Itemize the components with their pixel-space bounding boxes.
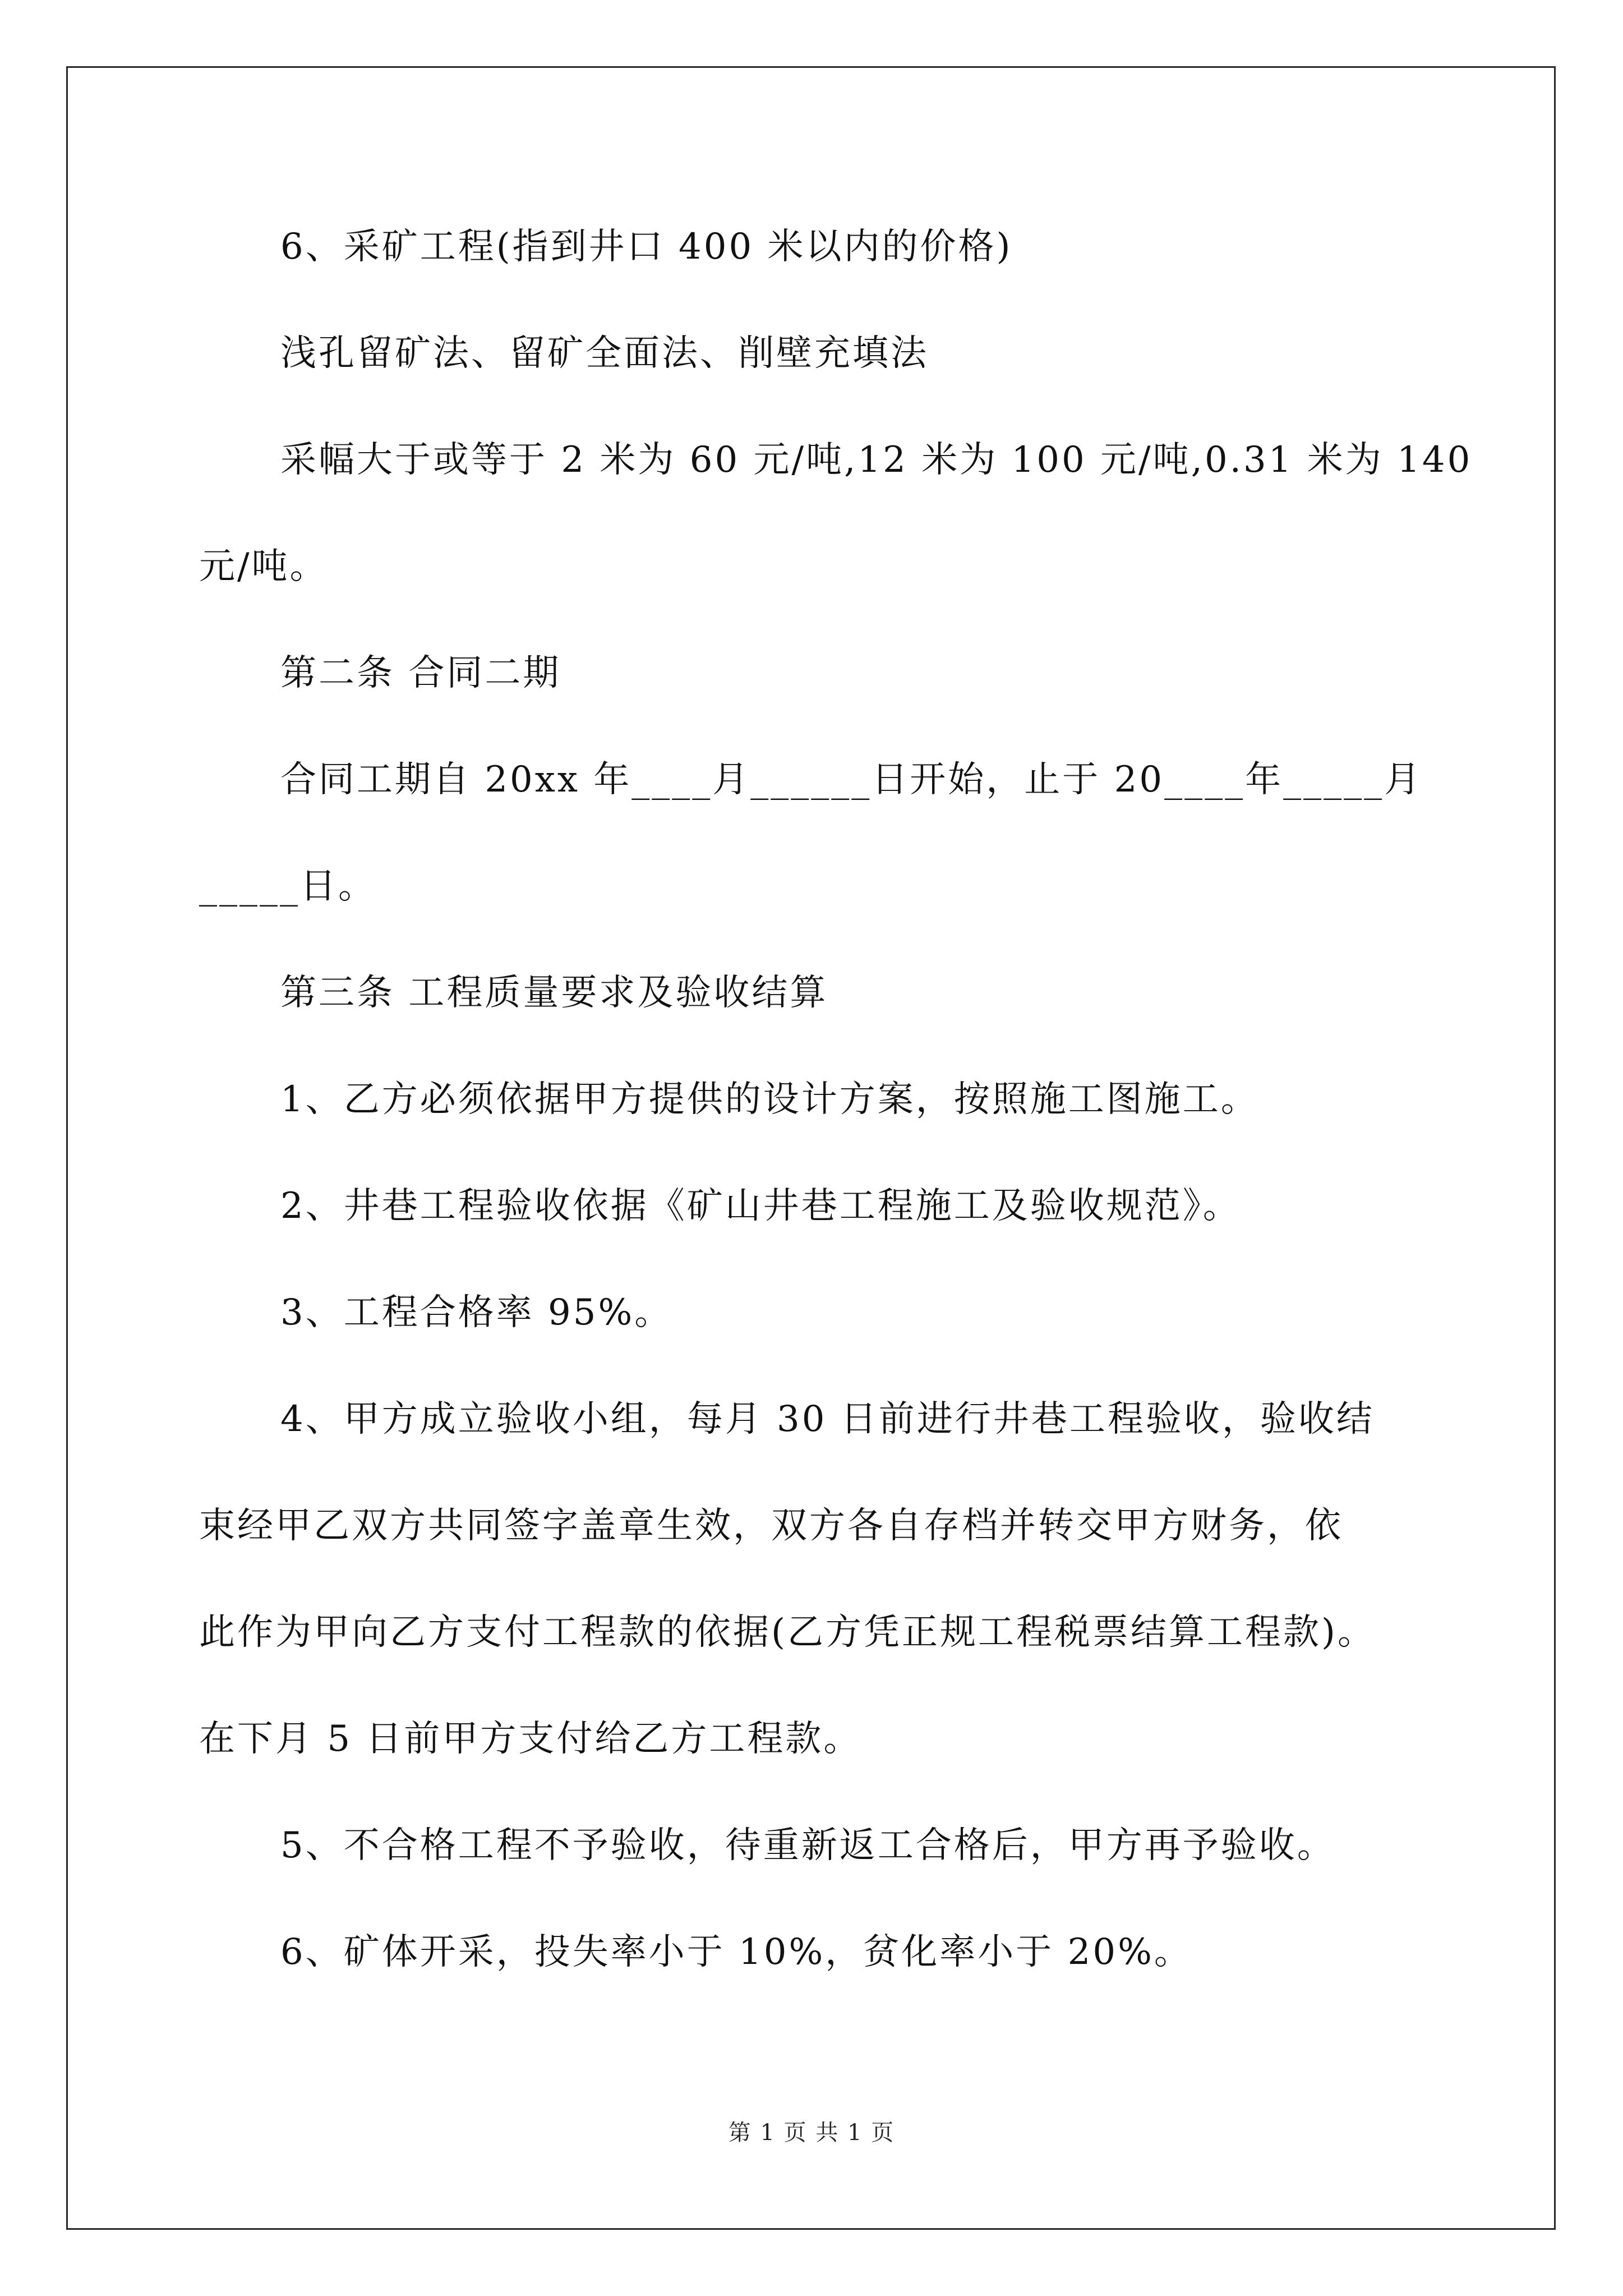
page-border — [66, 66, 1556, 2230]
quality-item-4-line-4: 在下月 5 日前甲方支付给乙方工程款。 — [199, 1718, 862, 1760]
quality-item-4-line-3: 此作为甲向乙方支付工程款的依据(乙方凭正规工程税票结算工程款)。 — [199, 1612, 1376, 1653]
mining-methods: 浅孔留矿法、留矿全面法、削壁充填法 — [280, 333, 929, 374]
quality-item-5: 5、不合格工程不予验收，待重新返工合格后，甲方再予验收。 — [280, 1825, 1335, 1866]
quality-item-4-line-1: 4、甲方成立验收小组，每月 30 日前进行井巷工程验收，验收结 — [280, 1398, 1375, 1440]
quality-item-4-line-2: 束经甲乙双方共同签字盖章生效，双方各自存档并转交甲方财务，依 — [199, 1505, 1343, 1547]
clause-6-mining-heading: 6、采矿工程(指到井口 400 米以内的价格) — [280, 226, 1013, 268]
mining-price-line-2: 元/吨。 — [199, 546, 328, 587]
contract-period-line-1: 合同工期自 20xx 年____月______日开始，止于 20____年_____月 — [280, 759, 1423, 800]
article-2-heading: 第二条 合同二期 — [280, 652, 561, 694]
article-3-heading: 第三条 工程质量要求及验收结算 — [280, 972, 828, 1014]
quality-item-2: 2、井巷工程验收依据《矿山井巷工程施工及验收规范》。 — [280, 1185, 1241, 1227]
quality-item-6: 6、矿体开采，投失率小于 10%，贫化率小于 20%。 — [280, 1931, 1192, 1973]
quality-item-1: 1、乙方必须依据甲方提供的设计方案，按照施工图施工。 — [280, 1079, 1259, 1120]
quality-item-3: 3、工程合格率 95%。 — [280, 1292, 673, 1333]
mining-price-line-1: 采幅大于或等于 2 米为 60 元/吨,12 米为 100 元/吨,0.31 米为 140 — [280, 439, 1473, 481]
page-footer: 第 1 页 共 1 页 — [728, 2120, 895, 2146]
contract-period-line-2: _____日。 — [199, 866, 376, 907]
